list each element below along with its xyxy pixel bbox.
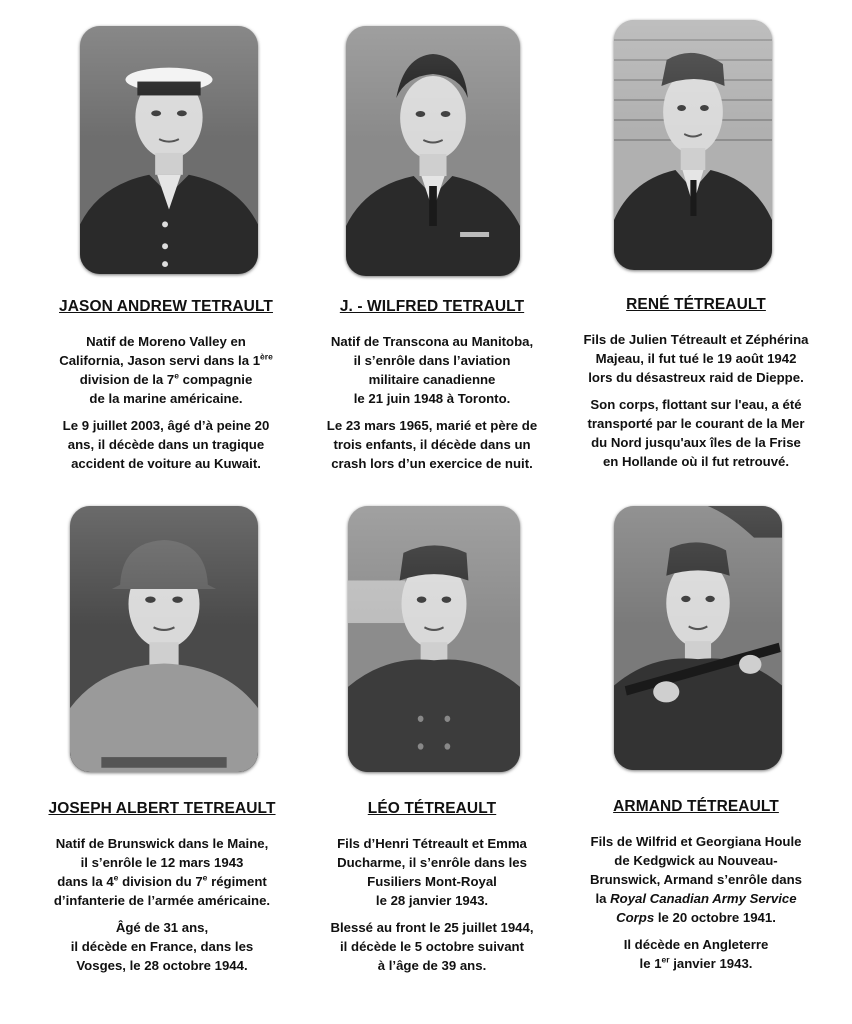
bio-paragraph-3b: Son corps, flottant sur l'eau, a été transporté par le courant de la Mer du Nord jusqu'aux îles de la Frise en Hollande où il fut retrouvé. xyxy=(587,397,805,469)
person-card-5 xyxy=(292,0,572,975)
bio-paragraph-5b: Blessé au front le 25 juillet 1944, il décède le 5 octobre suivant à l’âge de 39 ans. xyxy=(330,920,534,973)
bio-paragraph-1b: Le 9 juillet 2003, âgé d’à peine 20 ans, il décède dans un tragique accident de voiture au Kuwait. xyxy=(62,418,270,471)
person-name-2: J. - WILFRED TETRAULT xyxy=(339,298,525,315)
portrait-photo-4 xyxy=(70,506,258,772)
bio-paragraph-4b: Âgé de 31 ans, il décède en France, dans les Vosges, le 28 octobre 1944. xyxy=(70,920,254,973)
greatcoat-portrait-icon xyxy=(348,506,520,772)
portrait-photo-6 xyxy=(614,506,782,770)
bio-paragraph-3a: Fils de Julien Tétreault et Zéphérina Majeau, il fut tué le 19 août 1942 lors du désastreux raid de Dieppe. xyxy=(583,332,809,385)
person-name-3: RENÉ TÉTREAULT xyxy=(626,296,766,313)
bio-paragraph-6a: Fils de Wilfrid et Georgiana Houle de Kedgwick au Nouveau- Brunswick, Armand s’enrôle dans la Royal Canadian Army Service Corps le 20 octobre 1941. xyxy=(589,834,803,925)
person-name-4: JOSEPH ALBERT TETREAULT xyxy=(48,800,276,817)
person-card-4 xyxy=(22,0,302,975)
helmet-portrait-icon xyxy=(70,506,258,772)
rifle-portrait-icon xyxy=(614,506,782,770)
bio-paragraph-2a: Natif de Transcona au Manitoba, il s’enrôle dans l’aviation militaire canadienne le 21 juin 1948 à Toronto. xyxy=(330,334,534,406)
bio-paragraph-5a: Fils d’Henri Tétreault et Emma Ducharme, il s’enrôle dans les Fusiliers Mont-Royal le 28 janvier 1943. xyxy=(337,836,527,908)
portrait-photo-5 xyxy=(348,506,520,772)
person-name-5: LÉO TÉTREAULT xyxy=(367,800,497,817)
person-name-1: JASON ANDREW TETRAULT xyxy=(59,298,273,315)
bio-paragraph-4a: Natif de Brunswick dans le Maine, il s’enrôle le 12 mars 1943 dans la 4e division du 7e régiment d’infanterie de l’armée américaine. xyxy=(53,836,271,908)
bio-paragraph-2b: Le 23 mars 1965, marié et père de trois enfants, il décède dans un crash lors d’un exercice de nuit. xyxy=(326,418,538,471)
person-name-6: ARMAND TÉTREAULT xyxy=(613,798,779,815)
bio-paragraph-6b: Il décède en Angleterre le 1er janvier 1943. xyxy=(623,937,769,971)
bio-paragraph-1a: Natif de Moreno Valley en California, Jason servi dans la 1ère division de la 7e compagnie de la marine américaine. xyxy=(59,334,273,406)
person-card-6 xyxy=(556,0,836,973)
